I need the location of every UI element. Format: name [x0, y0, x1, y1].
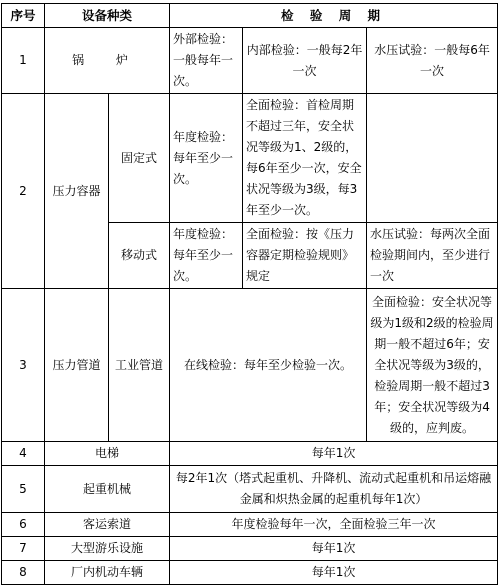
vessel-mobile-hydro-test: 水压试验：每两次全面检验期间内，至少进行一次	[367, 223, 498, 289]
boiler-hydro-test: 水压试验：一般每6年一次	[367, 28, 498, 94]
header-seq: 序号	[2, 4, 45, 28]
row-elevator	[2, 442, 498, 466]
vessel-mobile-annual-inspection: 年度检验：每年至少一次。	[170, 223, 243, 289]
row-amusement	[2, 537, 498, 561]
pipe-online-inspection: 在线检验：每年至少检验一次。	[170, 289, 367, 442]
vessel-fixed-full-inspection: 全面检验：首检周期不超过三年，安全状况等级为1、2级的，每6年至少一次，安全状况等级为3级，每3年至少一次。	[243, 94, 367, 223]
inspection-period: 每2年1次（塔式起重机、升降机、流动式起重机和吊运熔融金属和炽热金属的起重机每年1次）	[170, 466, 498, 513]
row-number: 5	[2, 466, 45, 513]
equipment-name: 起重机械	[45, 466, 170, 513]
vessel-mobile-label: 移动式	[109, 223, 170, 289]
pipe-sub-type: 工业管道	[109, 289, 170, 442]
equipment-name: 锅 炉	[45, 28, 170, 94]
boiler-external-inspection: 外部检验：一般每年一次。	[170, 28, 243, 94]
row-number: 7	[2, 537, 45, 561]
vessel-fixed-label: 固定式	[109, 94, 170, 223]
row-number: 1	[2, 28, 45, 94]
inspection-period-table	[1, 3, 498, 585]
equipment-name: 压力管道	[45, 289, 109, 442]
row-number: 8	[2, 561, 45, 585]
row-number: 3	[2, 289, 45, 442]
equipment-name: 电梯	[45, 442, 170, 466]
pipe-full-inspection: 全面检验：安全状况等级为1级和2级的检验周期一般不超过6年；安全状况等级为3级的，检验周期一般不超过3年；安全状况等级为4级的，应判废。	[367, 289, 498, 442]
row-number: 2	[2, 94, 45, 289]
row-ropeway	[2, 513, 498, 537]
row-boiler	[2, 28, 498, 94]
vessel-fixed-empty-cell	[367, 94, 498, 223]
vessel-fixed-annual-inspection: 年度检验：每年至少一次。	[170, 94, 243, 223]
row-number: 6	[2, 513, 45, 537]
header-equipment-type: 设备种类	[45, 4, 170, 28]
header-inspection-period: 检 验 周 期	[170, 4, 498, 28]
vessel-mobile-full-inspection: 全面检验：按《压力容器定期检验规则》规定	[243, 223, 367, 289]
inspection-period: 每年1次	[170, 537, 498, 561]
equipment-name: 厂内机动车辆	[45, 561, 170, 585]
row-vehicle	[2, 561, 498, 585]
row-number: 4	[2, 442, 45, 466]
header-row	[2, 4, 498, 28]
equipment-name: 压力容器	[45, 94, 109, 289]
boiler-internal-inspection: 内部检验：一般每2年一次	[243, 28, 367, 94]
inspection-period: 每年1次	[170, 561, 498, 585]
row-crane	[2, 466, 498, 513]
inspection-period: 年度检验每年一次，全面检验三年一次	[170, 513, 498, 537]
row-vessel-fixed	[2, 94, 498, 223]
inspection-period: 每年1次	[170, 442, 498, 466]
row-pressure-pipe	[2, 289, 498, 442]
equipment-name: 大型游乐设施	[45, 537, 170, 561]
equipment-name: 客运索道	[45, 513, 170, 537]
